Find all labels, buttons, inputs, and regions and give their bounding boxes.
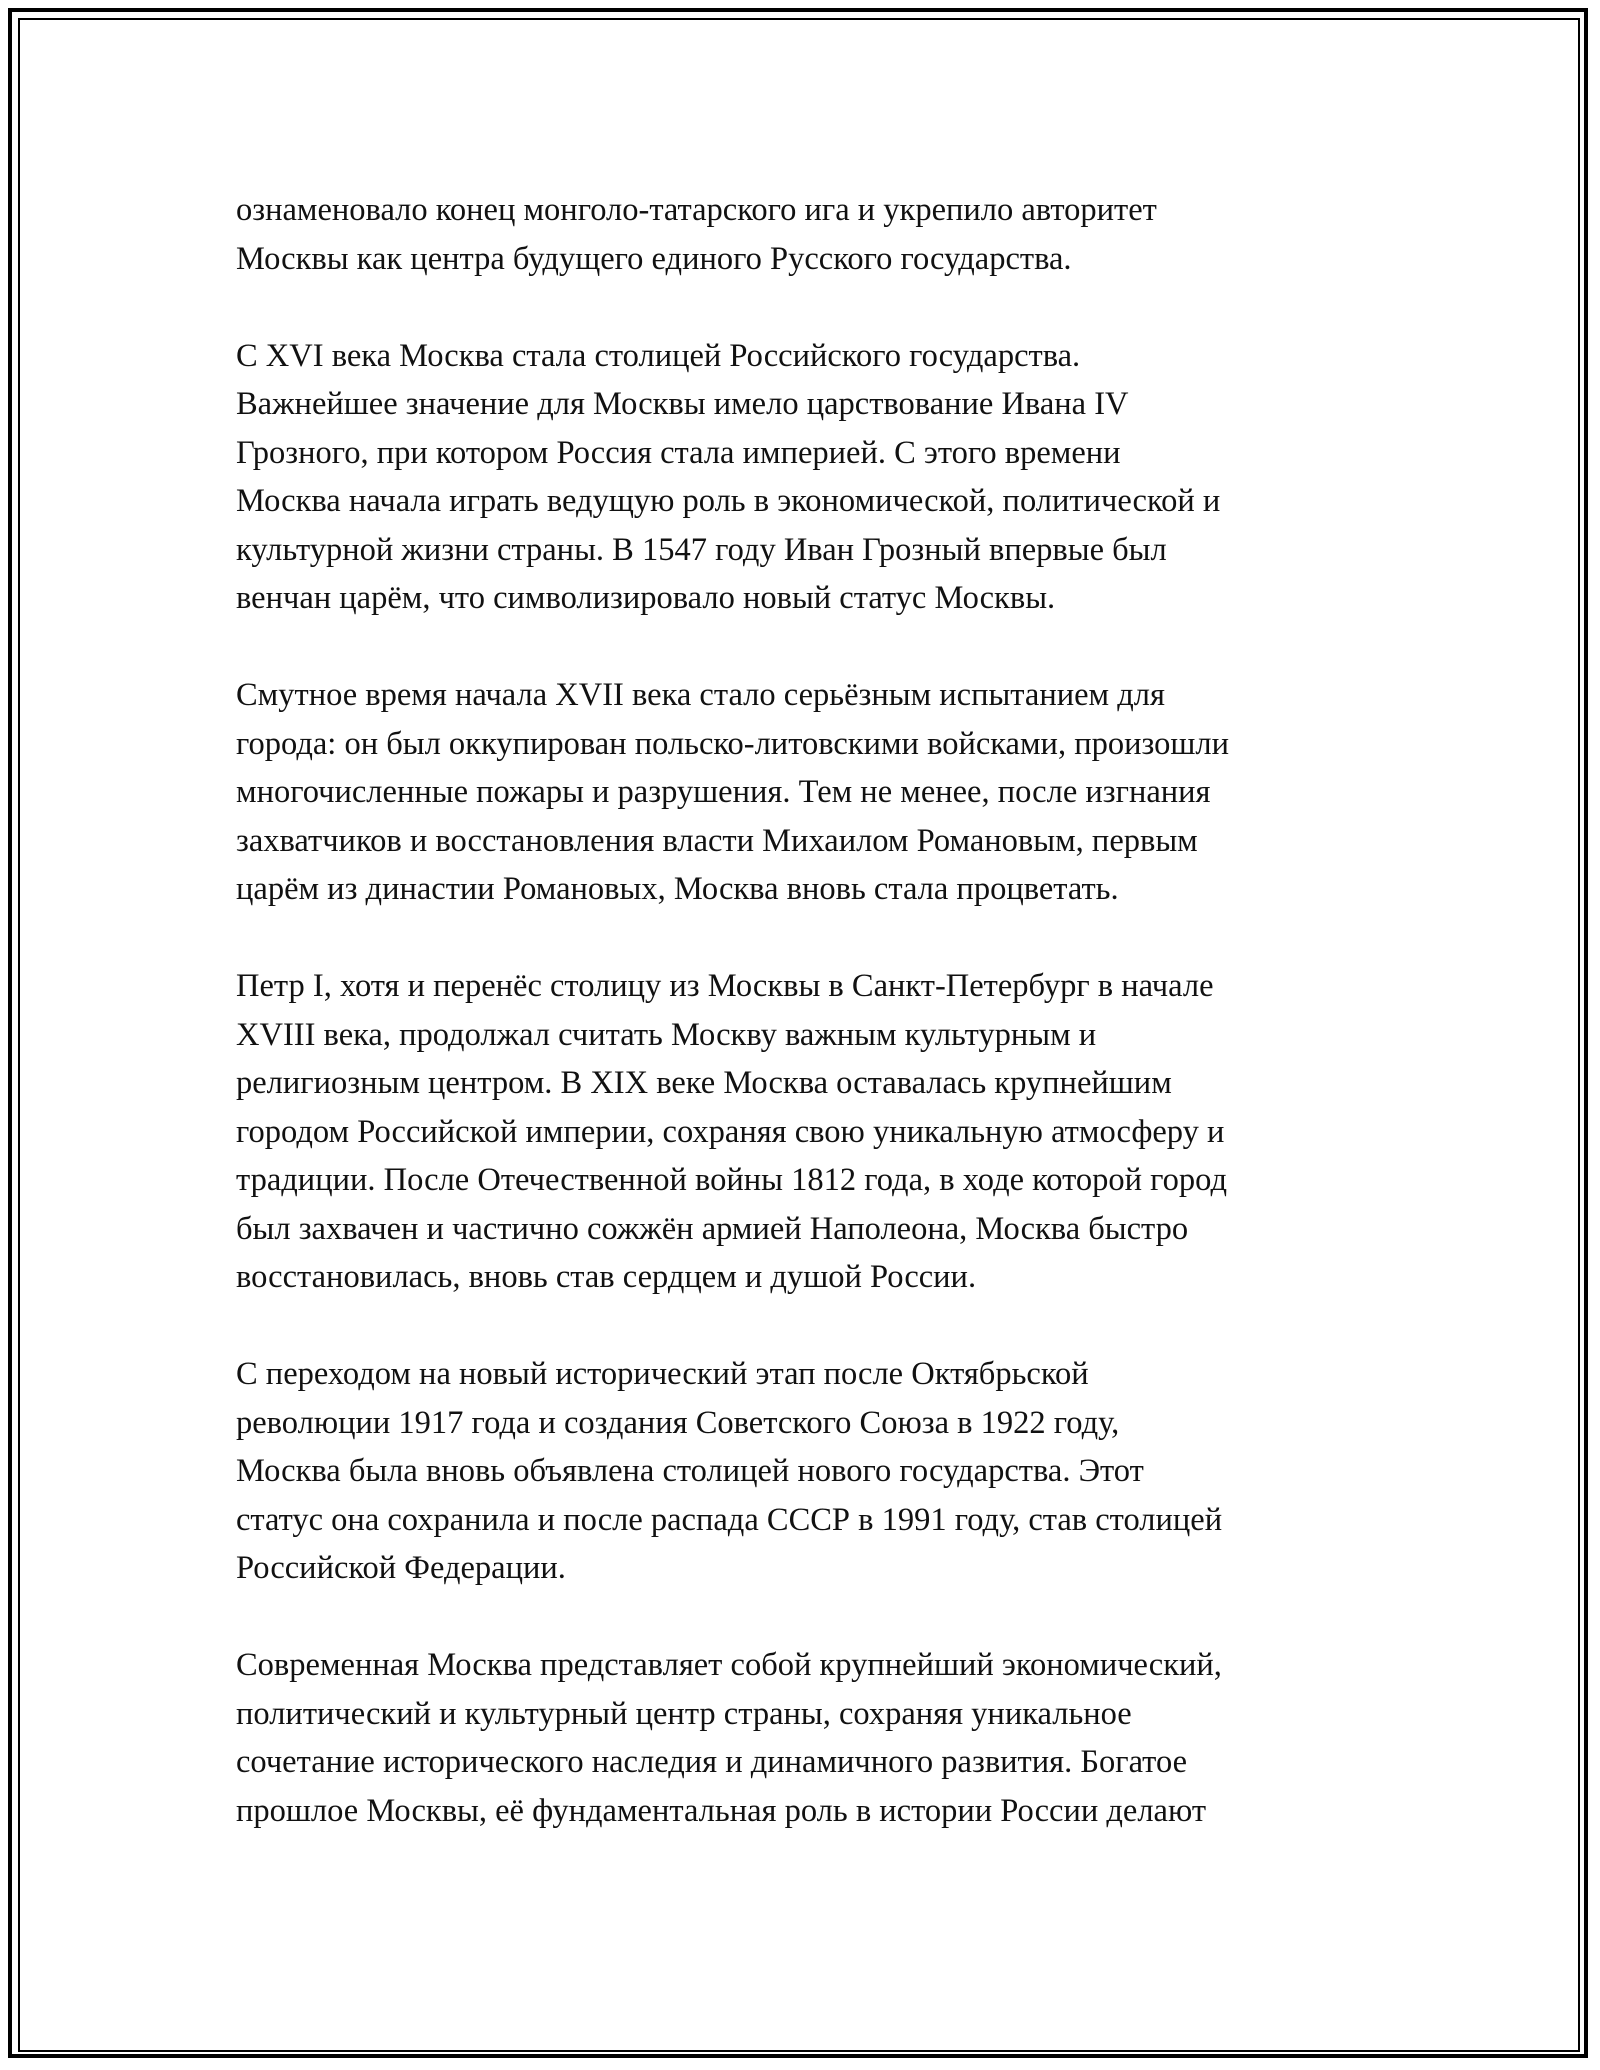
text-line: Москва начала играть ведущую роль в экономической, политической и [236, 483, 1221, 519]
text-line: XVIII века, продолжал считать Москву важным культурным и [236, 1016, 1097, 1053]
text-line: Москва была вновь объявлена столицей нового государства. Этот [236, 1453, 1144, 1489]
text-line: культурной жизни страны. В 1547 году Иван Грозный впервые был [236, 531, 1167, 568]
text-line: статус она сохранила и после распада СССР в 1991 году, став столицей [236, 1501, 1223, 1538]
text-line: захватчиков и восстановления власти Михаилом Романовым, первым [236, 822, 1198, 859]
text-line: был захвачен и частично сожжён армией Наполеона, Москва быстро [236, 1210, 1189, 1247]
text-line: Современная Москва представляет собой крупнейший экономический, [236, 1647, 1222, 1683]
text-line: сочетание исторического наследия и динамичного развития. Богатое [236, 1744, 1188, 1780]
text-line: Смутное время начала XVII века стало серьёзным испытанием для [236, 677, 1165, 713]
document-paragraph [236, 1350, 1416, 1593]
text-line: С переходом на новый исторический этап после Октябрьской [236, 1356, 1089, 1392]
document-body [236, 186, 1416, 1884]
document-paragraph [236, 671, 1416, 914]
text-line: царём из династии Романовых, Москва вновь стала процветать. [236, 871, 1119, 907]
text-line: Важнейшее значение для Москвы имело царствование Ивана IV [236, 386, 1129, 422]
text-line: традиции. После Отечественной войны 1812 года, в ходе которой город [236, 1162, 1228, 1198]
document-paragraph [236, 332, 1416, 623]
text-line: Петр I, хотя и перенёс столицу из Москвы в Санкт-Петербург в начале [236, 968, 1214, 1004]
text-line: многочисленные пожары и разрушения. Тем не менее, после изгнания [236, 774, 1211, 810]
document-paragraph [236, 1641, 1416, 1835]
text-line: ознаменовало конец монголо-татарского ига и укрепило авторитет [236, 192, 1157, 228]
text-line: восстановилась, вновь став сердцем и душой России. [236, 1259, 977, 1295]
text-line: С XVI века Москва стала столицей Российского государства. [236, 337, 1081, 374]
text-line: Российской Федерации. [236, 1550, 566, 1586]
text-line: Москвы как центра будущего единого Русского государства. [236, 240, 1072, 277]
document-paragraph [236, 962, 1416, 1302]
text-line: политический и культурный центр страны, сохраняя уникальное [236, 1695, 1132, 1732]
text-line: Грозного, при котором Россия стала империей. С этого времени [236, 434, 1121, 471]
text-line: религиозным центром. В XIX веке Москва оставалась крупнейшим [236, 1065, 1172, 1101]
document-paragraph [236, 186, 1416, 283]
text-line: прошлое Москвы, её фундаментальная роль в истории России делают [236, 1792, 1207, 1829]
text-line: города: он был оккупирован польско-литовскими войсками, произошли [236, 725, 1230, 762]
text-line: революции 1917 года и создания Советского Союза в 1922 году, [236, 1404, 1120, 1441]
text-line: городом Российской империи, сохраняя свою уникальную атмосферу и [236, 1113, 1225, 1150]
text-line: венчан царём, что символизировало новый статус Москвы. [236, 580, 1056, 616]
